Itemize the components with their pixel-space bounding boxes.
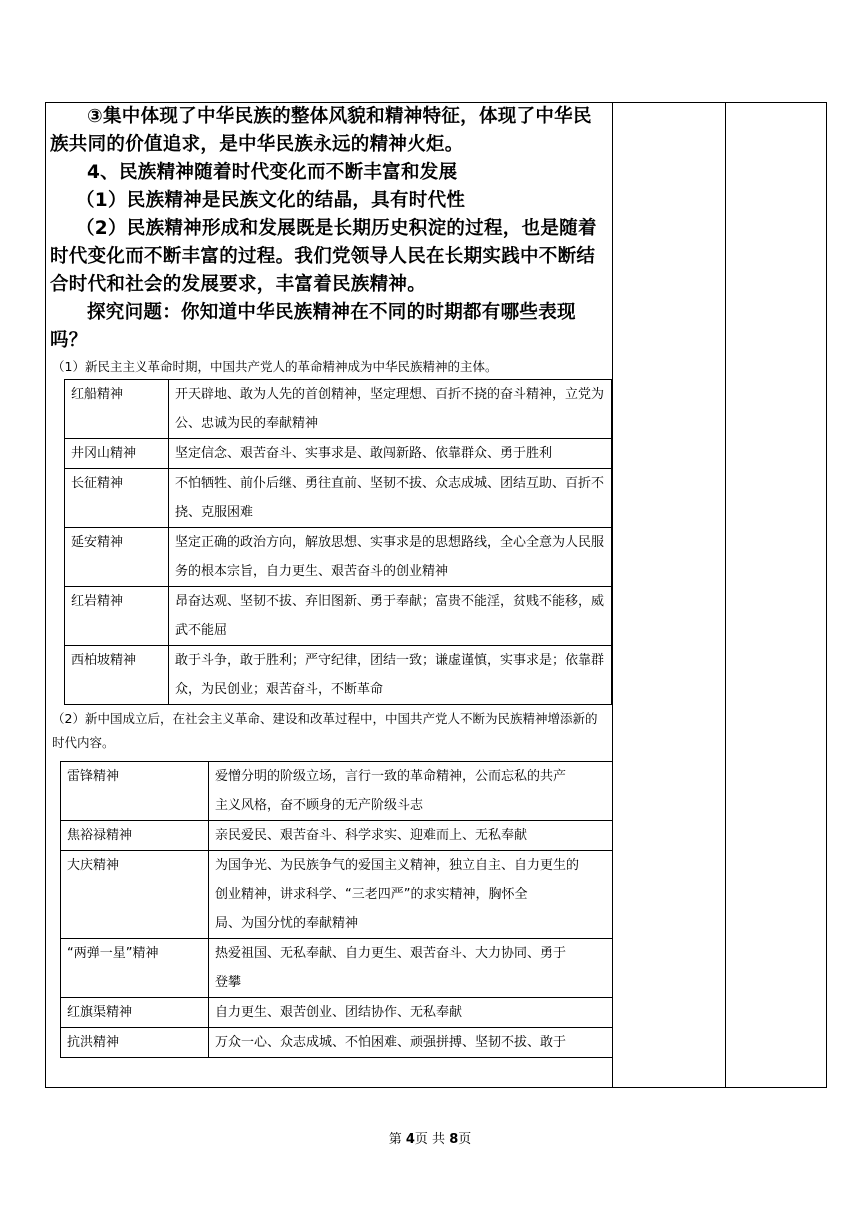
table-row xyxy=(65,528,612,587)
section2-table xyxy=(60,761,612,1058)
footer-suffix: 页 xyxy=(458,1132,472,1147)
table-row xyxy=(65,380,612,439)
spirit-desc: 敢于斗争，敢于胜利；严守纪律，团结一致；谦虚谨慎，实事求是；依靠群众，为民创业；艰苦奋斗，不断革命 xyxy=(169,646,612,705)
footer-prefix: 第 xyxy=(388,1132,402,1147)
table-row xyxy=(65,439,612,469)
spirit-desc-line: 万众一心、众志成城、不怕困难、顽强拼搏、坚韧不拔、敢于 xyxy=(215,1035,567,1050)
paragraph-4: （2）民族精神形成和发展既是长期历史积淀的过程，也是随着时代变化而不断丰富的过程。我们党领导人民在长期实践中不断结合时代和社会的发展要求，丰富着民族精神。 xyxy=(50,218,597,295)
spirit-name: 雷锋精神 xyxy=(61,762,209,821)
table-row xyxy=(61,939,613,998)
spirit-name: 红岩精神 xyxy=(65,587,169,646)
paragraph-2: 4、民族精神随着时代变化而不断丰富和发展 xyxy=(87,162,458,183)
spirit-name: 大庆精神 xyxy=(61,851,209,939)
spirit-desc-line: 登攀 xyxy=(215,975,242,990)
footer-page-number: 4 xyxy=(405,1132,415,1147)
table-row xyxy=(65,646,612,705)
paragraph-3: （1）民族精神是民族文化的结晶，具有时代性 xyxy=(76,190,466,211)
spirit-desc-line: 为国争光、为民族争气的爱国主义精神，独立自主、自力更生的 xyxy=(215,858,580,873)
spirit-name: “两弹一星”精神 xyxy=(61,939,209,998)
table-row xyxy=(65,469,612,528)
footer-total-pages: 8 xyxy=(449,1132,459,1147)
spirit-name: 长征精神 xyxy=(65,469,169,528)
spirit-name: 红船精神 xyxy=(65,380,169,439)
spirit-desc-line: 创业精神，讲求科学、“三老四严”的求实精神，胸怀全 xyxy=(215,887,528,902)
spirit-name: 井冈山精神 xyxy=(65,439,169,469)
table-row xyxy=(61,851,613,939)
spirit-desc: 坚定信念、艰苦奋斗、实事求是、敢闯新路、依靠群众、勇于胜利 xyxy=(169,439,612,469)
spirit-name: 焦裕禄精神 xyxy=(61,821,209,851)
spirit-name: 西柏坡精神 xyxy=(65,646,169,705)
spirit-desc-line: 热爱祖国、无私奉献、自力更生、艰苦奋斗、大力协同、勇于 xyxy=(215,946,567,961)
spirit-desc-line: 亲民爱民、艰苦奋斗、科学求实、迎难而上、无私奉献 xyxy=(215,828,528,843)
spirit-desc-line: 自力更生、艰苦创业、团结协作、无私奉献 xyxy=(215,1005,463,1020)
table-row xyxy=(65,587,612,646)
section1-table xyxy=(64,379,612,705)
spirit-desc: 开天辟地、敢为人先的首创精神，坚定理想、百折不挠的奋斗精神，立党为公、忠诚为民的奉献精神 xyxy=(169,380,612,439)
footer-mid: 页 共 xyxy=(414,1132,446,1147)
column-divider-1 xyxy=(612,102,613,1088)
paragraph-1: ③集中体现了中华民族的整体风貌和精神特征，体现了中华民族共同的价值追求，是中华民族永远的精神火炬。 xyxy=(50,106,592,155)
spirit-name: 延安精神 xyxy=(65,528,169,587)
table-row xyxy=(61,1028,613,1058)
spirit-desc-line: 主义风格，奋不顾身的无产阶级斗志 xyxy=(215,798,424,813)
table-row xyxy=(61,762,613,821)
section1-intro: （1）新民主主义革命时期，中国共产党人的革命精神成为中华民族精神的主体。 xyxy=(52,359,498,374)
column-divider-2 xyxy=(725,102,726,1088)
spirit-name: 红旗渠精神 xyxy=(61,998,209,1028)
table-row xyxy=(61,998,613,1028)
paragraph-5: 探究问题：你知道中华民族精神在不同的时期都有哪些表现吗？ xyxy=(50,302,576,351)
spirit-desc: 不怕牺牲、前仆后继、勇往直前、坚韧不拔、众志成城、团结互助、百折不挠、克服困难 xyxy=(169,469,612,528)
spirit-desc: 昂奋达观、坚韧不拔、弃旧图新、勇于奉献；富贵不能淫，贫贱不能移，威武不能屈 xyxy=(169,587,612,646)
spirit-desc-line: 局、为国分忧的奉献精神 xyxy=(215,916,359,931)
section2-intro: （2）新中国成立后，在社会主义革命、建设和改革过程中，中国共产党人不断为民族精神增添新的时代内容。 xyxy=(52,711,598,750)
spirit-name: 抗洪精神 xyxy=(61,1028,209,1058)
table-row xyxy=(61,821,613,851)
main-content-cell xyxy=(46,103,612,1087)
spirit-desc-line: 爱憎分明的阶级立场，言行一致的革命精神，公而忘私的共产 xyxy=(215,769,567,784)
page-footer xyxy=(0,1128,860,1147)
spirit-desc: 坚定正确的政治方向，解放思想、实事求是的思想路线，全心全意为人民服务的根本宗旨，自力更生、艰苦奋斗的创业精神 xyxy=(169,528,612,587)
